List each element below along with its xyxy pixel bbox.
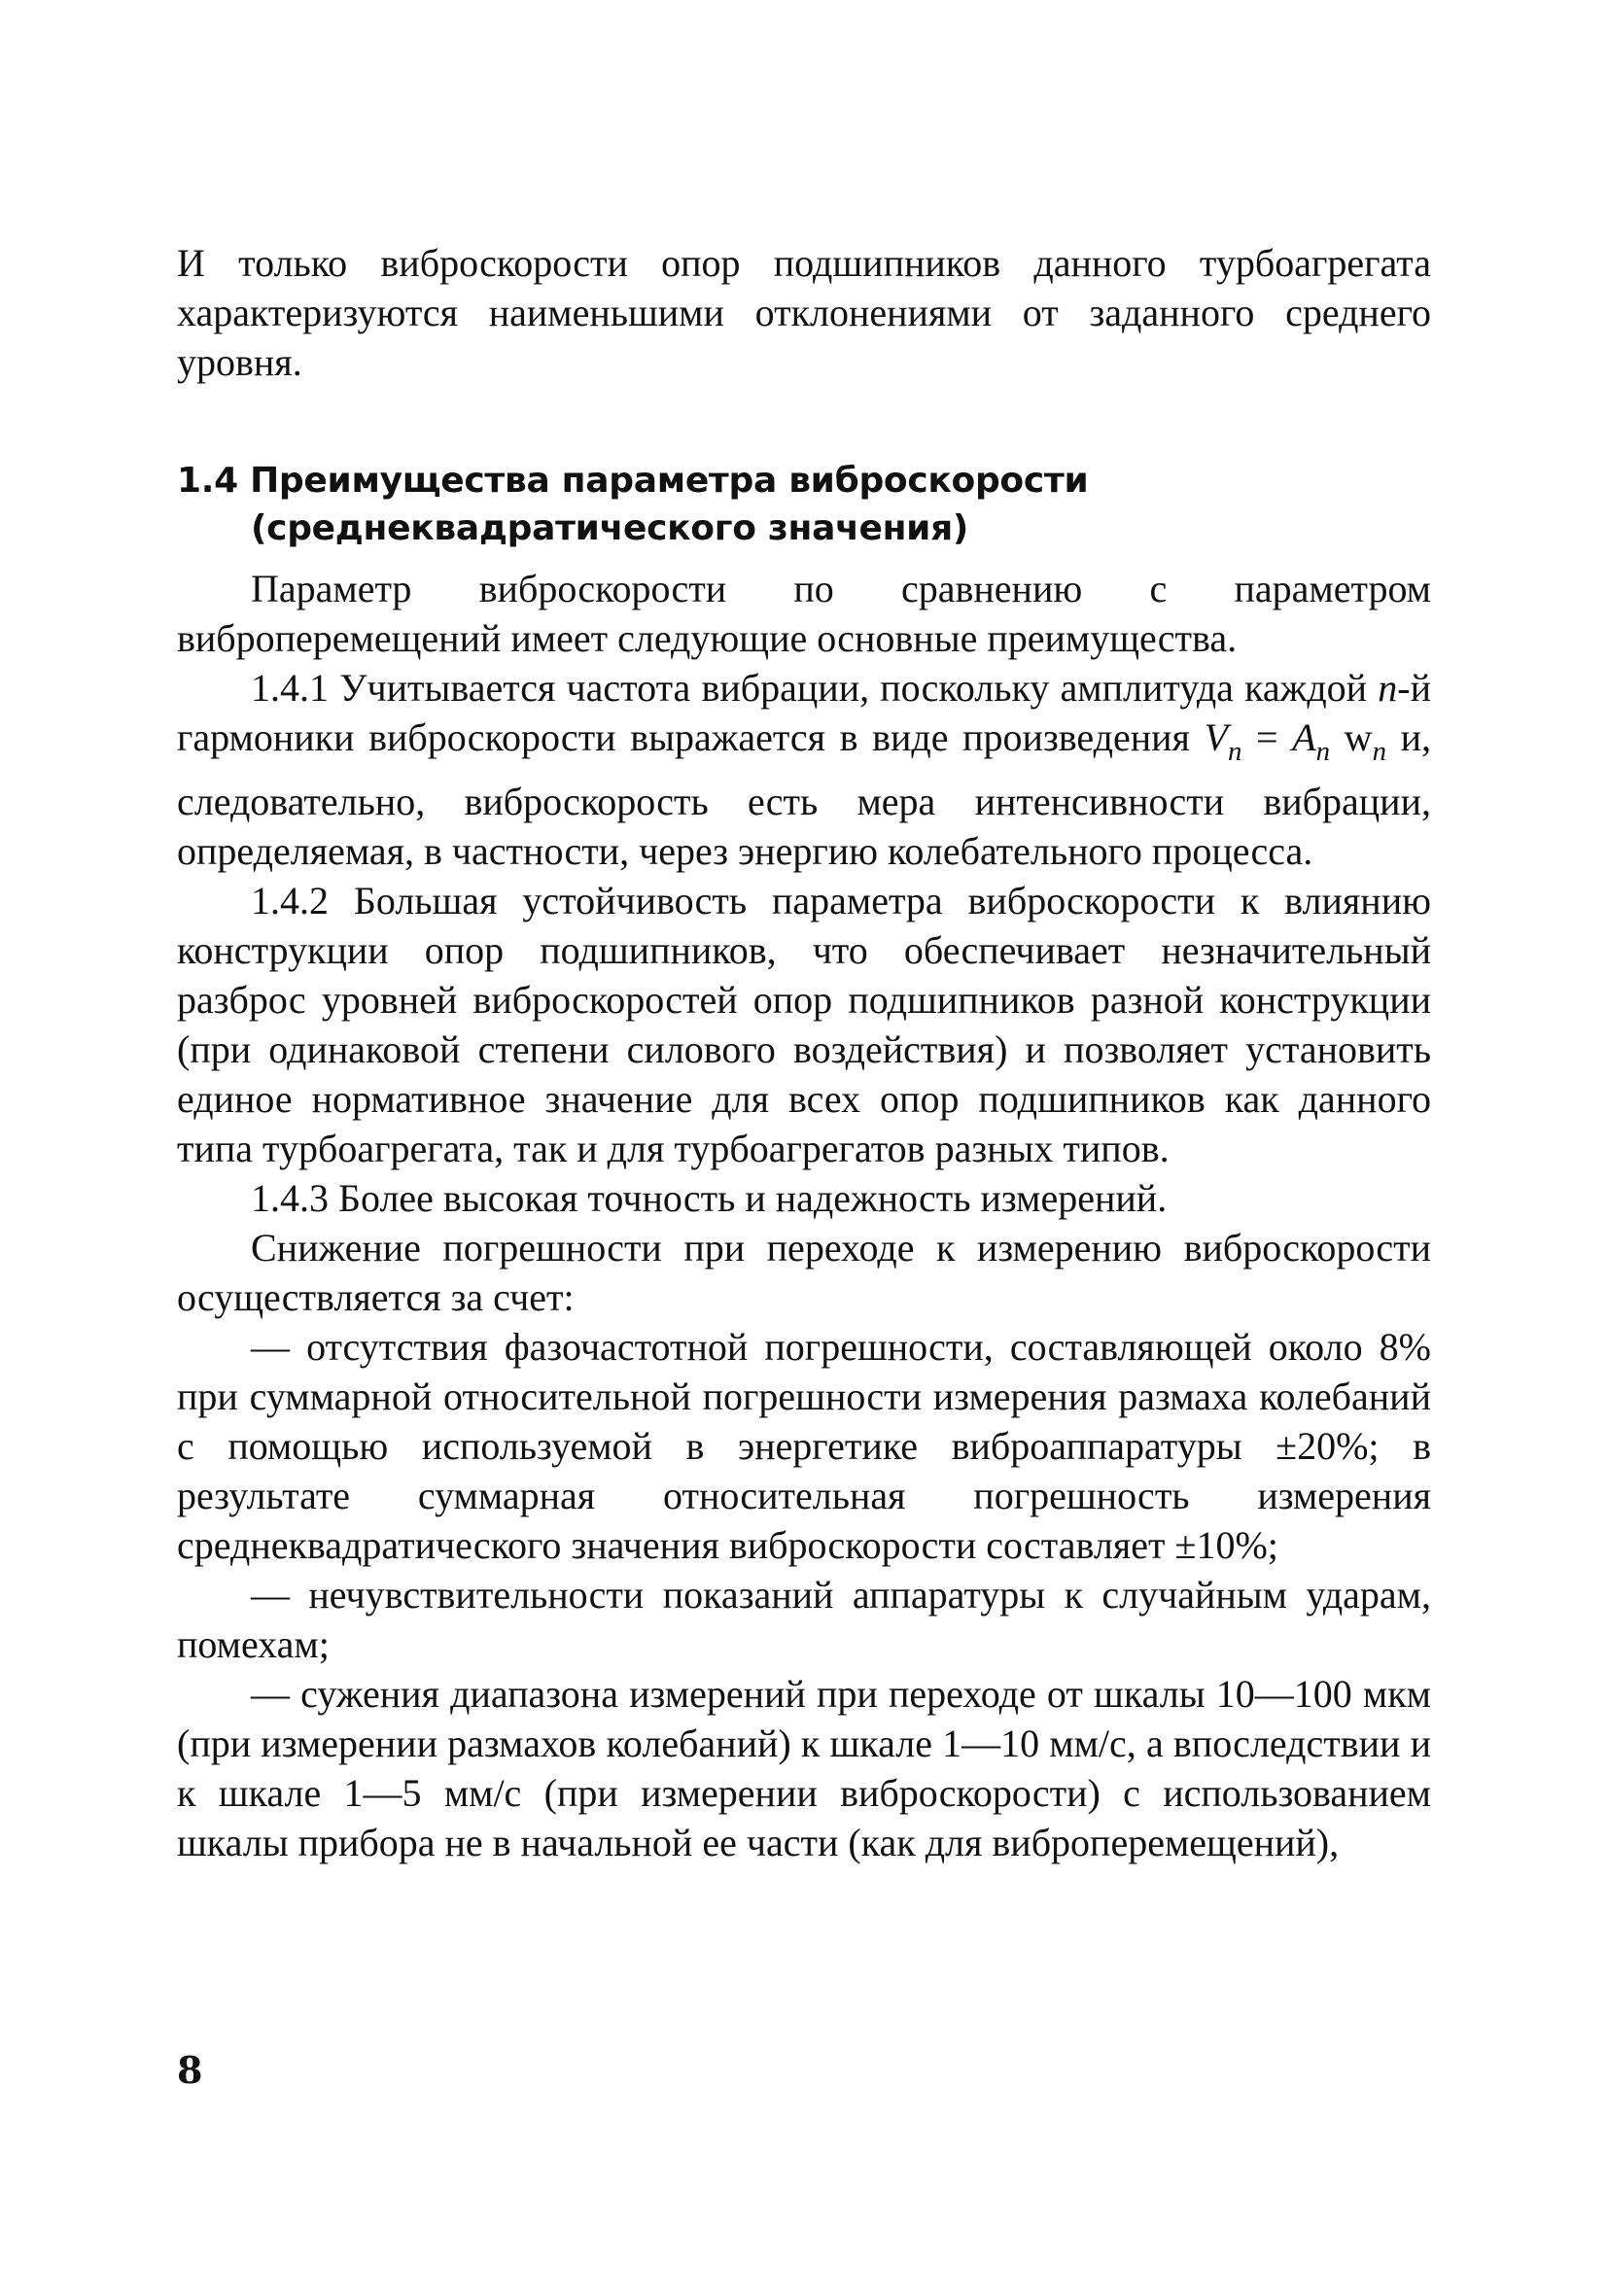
list-item-range-narrowing: — сужения диапазона измерений при переходе от шкалы 10—100 мкм (при измерении размахов колебаний) к шкале 1—10 мм/с, а впоследствии и к шкале 1—5 мм/с (при измерении виброскорости) с использованием шкалы прибора не в начальной ее части (как для виброперемещений), [177, 1672, 1431, 1865]
math-variable-n: n [1378, 666, 1398, 710]
intro-paragraph: И только виброскорости опор подшипников данного турбоагрегата характеризуются наименьшими отклонениями от заданного среднего уровня. [177, 241, 1431, 384]
paragraph-1-4-1 [177, 663, 1431, 876]
math-variable-w: w [1330, 715, 1373, 759]
formula [1204, 715, 1386, 768]
page-body [177, 238, 1431, 1867]
math-variable-a: A [1292, 715, 1316, 759]
page-number: 8 [177, 2048, 203, 2092]
text-segment: и, следовательно, виброскорость есть мера интенсивности вибрации, определяемая, в частности, через энергию колебательного процесса. [177, 715, 1432, 874]
text-segment: -й гармоники виброскорости выражается в виде произведения [177, 666, 1431, 759]
paragraph-advantages-intro: Параметр виброскорости по сравнению с параметром виброперемещений имеет следующие основные преимущества. [177, 567, 1431, 660]
math-subscript: n [1228, 736, 1242, 768]
text-segment: 1.4.1 Учитывается частота вибрации, поскольку амплитуда каждой [251, 666, 1379, 710]
section-heading: 1.4 Преимущества параметра виброскорости (среднеквадратического значения) [177, 461, 1089, 548]
list-item-insensitivity: — нечувствительности показаний аппаратуры к случайным ударам, помехам; [177, 1573, 1431, 1667]
paragraph-1-4-3: 1.4.3 Более высокая точность и надежность измерений. [251, 1176, 1168, 1221]
paragraph-1-4-2: 1.4.2 Большая устойчивость параметра виброскорости к влиянию конструкции опор подшипников, что обеспечивает незначительный разброс уровней виброскоростей опор подшипников разной конструкции (при одинаковой степени силового воздействия) и позволяет установить единое нормативное значение для всех опор подшипников как данного типа турбоагрегата, так и для турбоагрегатов разных типов. [177, 879, 1431, 1171]
math-subscript: n [1315, 736, 1331, 768]
math-variable-v: V [1204, 715, 1228, 759]
paragraph-error-reduction: Снижение погрешности при переходе к измерению виброскорости осуществляется за счет: [177, 1226, 1431, 1320]
math-equals: = [1241, 715, 1293, 759]
list-item-phase-error: — отсутствия фазочастотной погрешности, составляющей около 8% при суммарной относительной погрешности измерения размаха колебаний с помощью используемой в энергетике виброаппаратуры ±20%; в результате суммарная относительная погрешность измерения среднеквадратического значения виброскорости составляет ±10%; [177, 1325, 1431, 1568]
math-subscript: n [1372, 736, 1386, 768]
